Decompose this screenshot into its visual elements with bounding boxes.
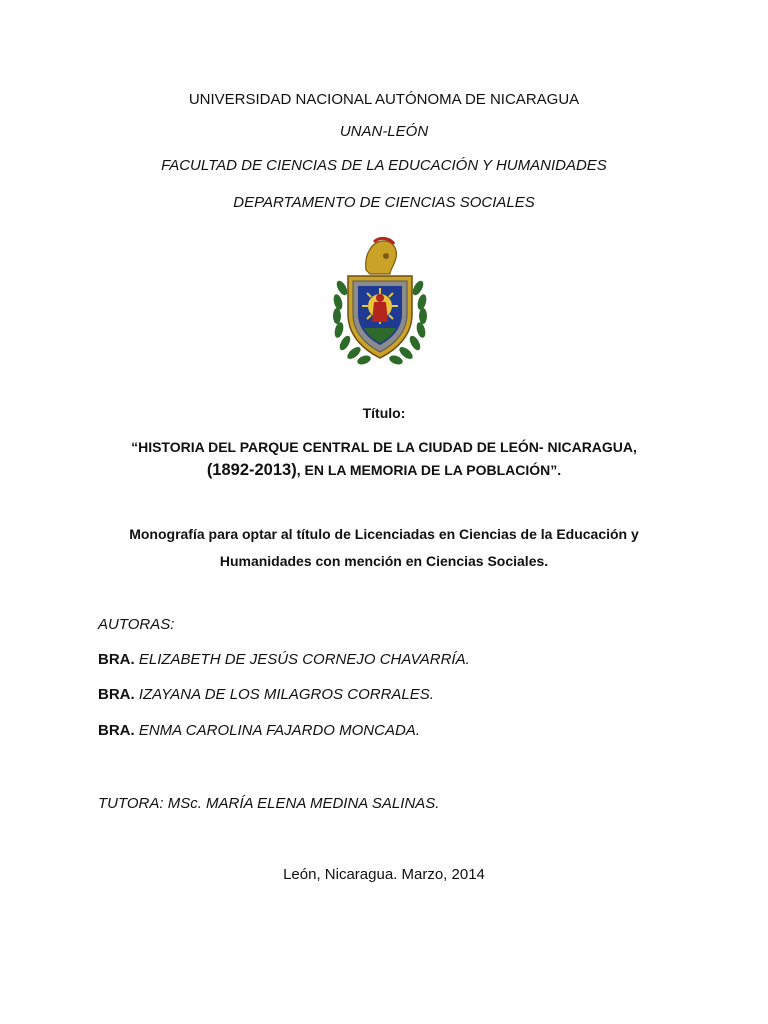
tutor: TUTORA: MSc. MARÍA ELENA MEDINA SALINAS. [98, 795, 440, 812]
department-name: DEPARTAMENTO DE CIENCIAS SOCIALES [233, 194, 535, 211]
faculty-name: FACULTAD DE CIENCIAS DE LA EDUCACIÓN Y HUMANIDADES [161, 157, 607, 174]
author-1-prefix: BRA. [98, 651, 135, 668]
campus-name: UNAN-LEÓN [339, 123, 429, 140]
title-line-1: “HISTORIA DEL PARQUE CENTRAL DE LA CIUDAD DE LEÓN- NICARAGUA, [131, 439, 637, 455]
author-2-name: IZAYANA DE LOS MILAGROS CORRALES. [138, 686, 434, 703]
author-1 [98, 651, 470, 668]
authors-label: AUTORAS: [98, 616, 175, 633]
university-seal-icon [330, 236, 430, 370]
title-years: (1892-2013) [206, 461, 297, 479]
author-2 [98, 686, 434, 703]
purpose-line-1: Monografía para optar al título de Licenciadas en Ciencias de la Educación y [129, 526, 639, 542]
author-3-name: ENMA CAROLINA FAJARDO MONCADA. [138, 722, 420, 739]
title-line-2 [0, 461, 768, 480]
author-1-name: ELIZABETH DE JESÚS CORNEJO CHAVARRÍA. [138, 651, 470, 668]
author-2-prefix: BRA. [98, 686, 135, 703]
purpose-line-2: Humanidades con mención en Ciencias Sociales. [219, 553, 549, 569]
title-label: Título: [362, 405, 406, 421]
university-name: UNIVERSIDAD NACIONAL AUTÓNOMA DE NICARAGUA [188, 91, 580, 108]
place-date: León, Nicaragua. Marzo, 2014 [283, 866, 485, 883]
title-line-2-rest: , EN LA MEMORIA DE LA POBLACIÓN”. [296, 462, 562, 478]
author-3-prefix: BRA. [98, 722, 135, 739]
author-3 [98, 722, 420, 739]
